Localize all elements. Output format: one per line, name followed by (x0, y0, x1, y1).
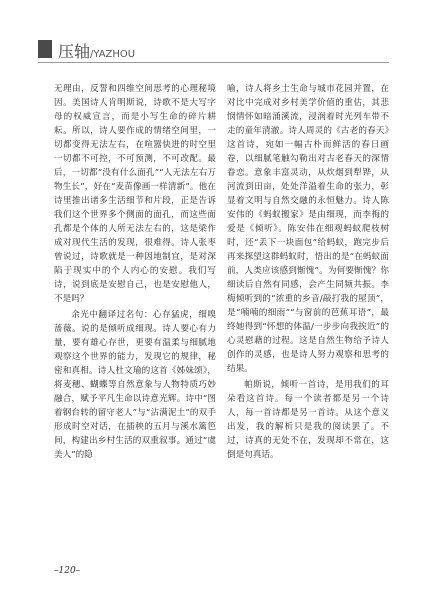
left-column (54, 82, 216, 464)
page-number: –120– (54, 566, 81, 576)
right-column (227, 82, 389, 464)
header-title-main: 压轴 (58, 42, 91, 61)
header-title (58, 39, 135, 62)
left-paragraph: 余光中翻译过名句：心存猛虎，细嗅蔷薇。说的是倾听成细现。诗人要心有力量，要有雄心存世，更要有温柔与细腻地观察这个世界的能力，发现它的规律，秘密和真相。诗人杜文瑜的这首《姊妹颂》，将麦穗、蝴蝶等自然意象与人物特质巧妙融合，赋予平凡生命以诗意光辉。诗中“图着钢台转的留守老人”与“沾满泥土”的双手形成时空对话，在插秧的五月与溪水篱笆间，构建出乡村生活的双重叙事。通过“虞美人”的隐 (54, 310, 216, 460)
header-logo-icon (38, 40, 52, 58)
header-title-sub: /YAZHOU (90, 49, 136, 60)
left-paragraph: 无理由，反誓和四维空间思考的心理秘境因。美国诗人肯明斯说，诗歌不是大写字母的权威宣言，而是小写生命的碎片耕耘。所以，诗人要作成的情绪空间里，一切都变得无法左右，在喧嚣快进的时空里一切都不可控，不可预测，不可改配。最后，一切都“没有什么面孔”“人无法左右万物生长”，好在“麦苗像画一样清新”。他在诗里推出诸多生活细节和片段，正是告诉我们这个世界多个侧面的面孔，而这些面孔都是个体的人所无法左右的，这是梁作成对现代生活的发现，很难得。诗人张枣曾说过，诗歌就是一种因地制宜，是对深陷于现实中的个人内心的安慰。我们写诗，说到底是安慰自己，也是安慰他人，不是吗？ (54, 84, 216, 304)
right-paragraph: 喻，诗人将乡土生命与城市花园并置，在对比中完成对乡村美学价值的重估，其悲悯情怀如暗涌溪流，浸润着时光列车带不走的童年清澈。诗人周灵的《古老的春天》这首诗，宛如一幅古朴而鲜活的春日画卷，以细腻笔触勾勒出对古老春天的深情眷恋。意象丰富灵动，从炊烟到犁铧，从河流到田亩，处处洋溢着生命的张力，彰显着文明与自然交融的永恒魅力。诗人陈安伟的《蚂蚁搬家》是由细现，而李梅的爱是《倾听》。陈安伟在细观蚂蚁爬枝树时，还“丢下一块面包”给蚂蚁，跑完步后再来探望这群蚂蚁时，悟出的是“在蚂蚁面前，人类应该感到惭愧”。为何要惭愧？你细读后自然有同感，会产生同频共振。李梅倾听到的“浓重的乡音/敲打我的屋顶”，是“喃喃的细雨”“与窗前的芭蕉耳语”，最终她得到“怀想的体温/一步步向我挨近”的心灵慰藉的过程。这是自然生物给予诗人创作的灵感，也是诗人努力观察和思考的结果。 (227, 84, 389, 374)
right-paragraph: 帕斯说，倾听一首诗，是用我们的耳朵看这首诗。每一个读者都是另一个诗人，每一首诗都是另一首诗。从这个意义出发，我的解析只是我的阅读罢了。不过，诗真的无处不在，发现却不常在，这倒是句真话。 (227, 380, 389, 460)
header-rule (38, 62, 389, 63)
